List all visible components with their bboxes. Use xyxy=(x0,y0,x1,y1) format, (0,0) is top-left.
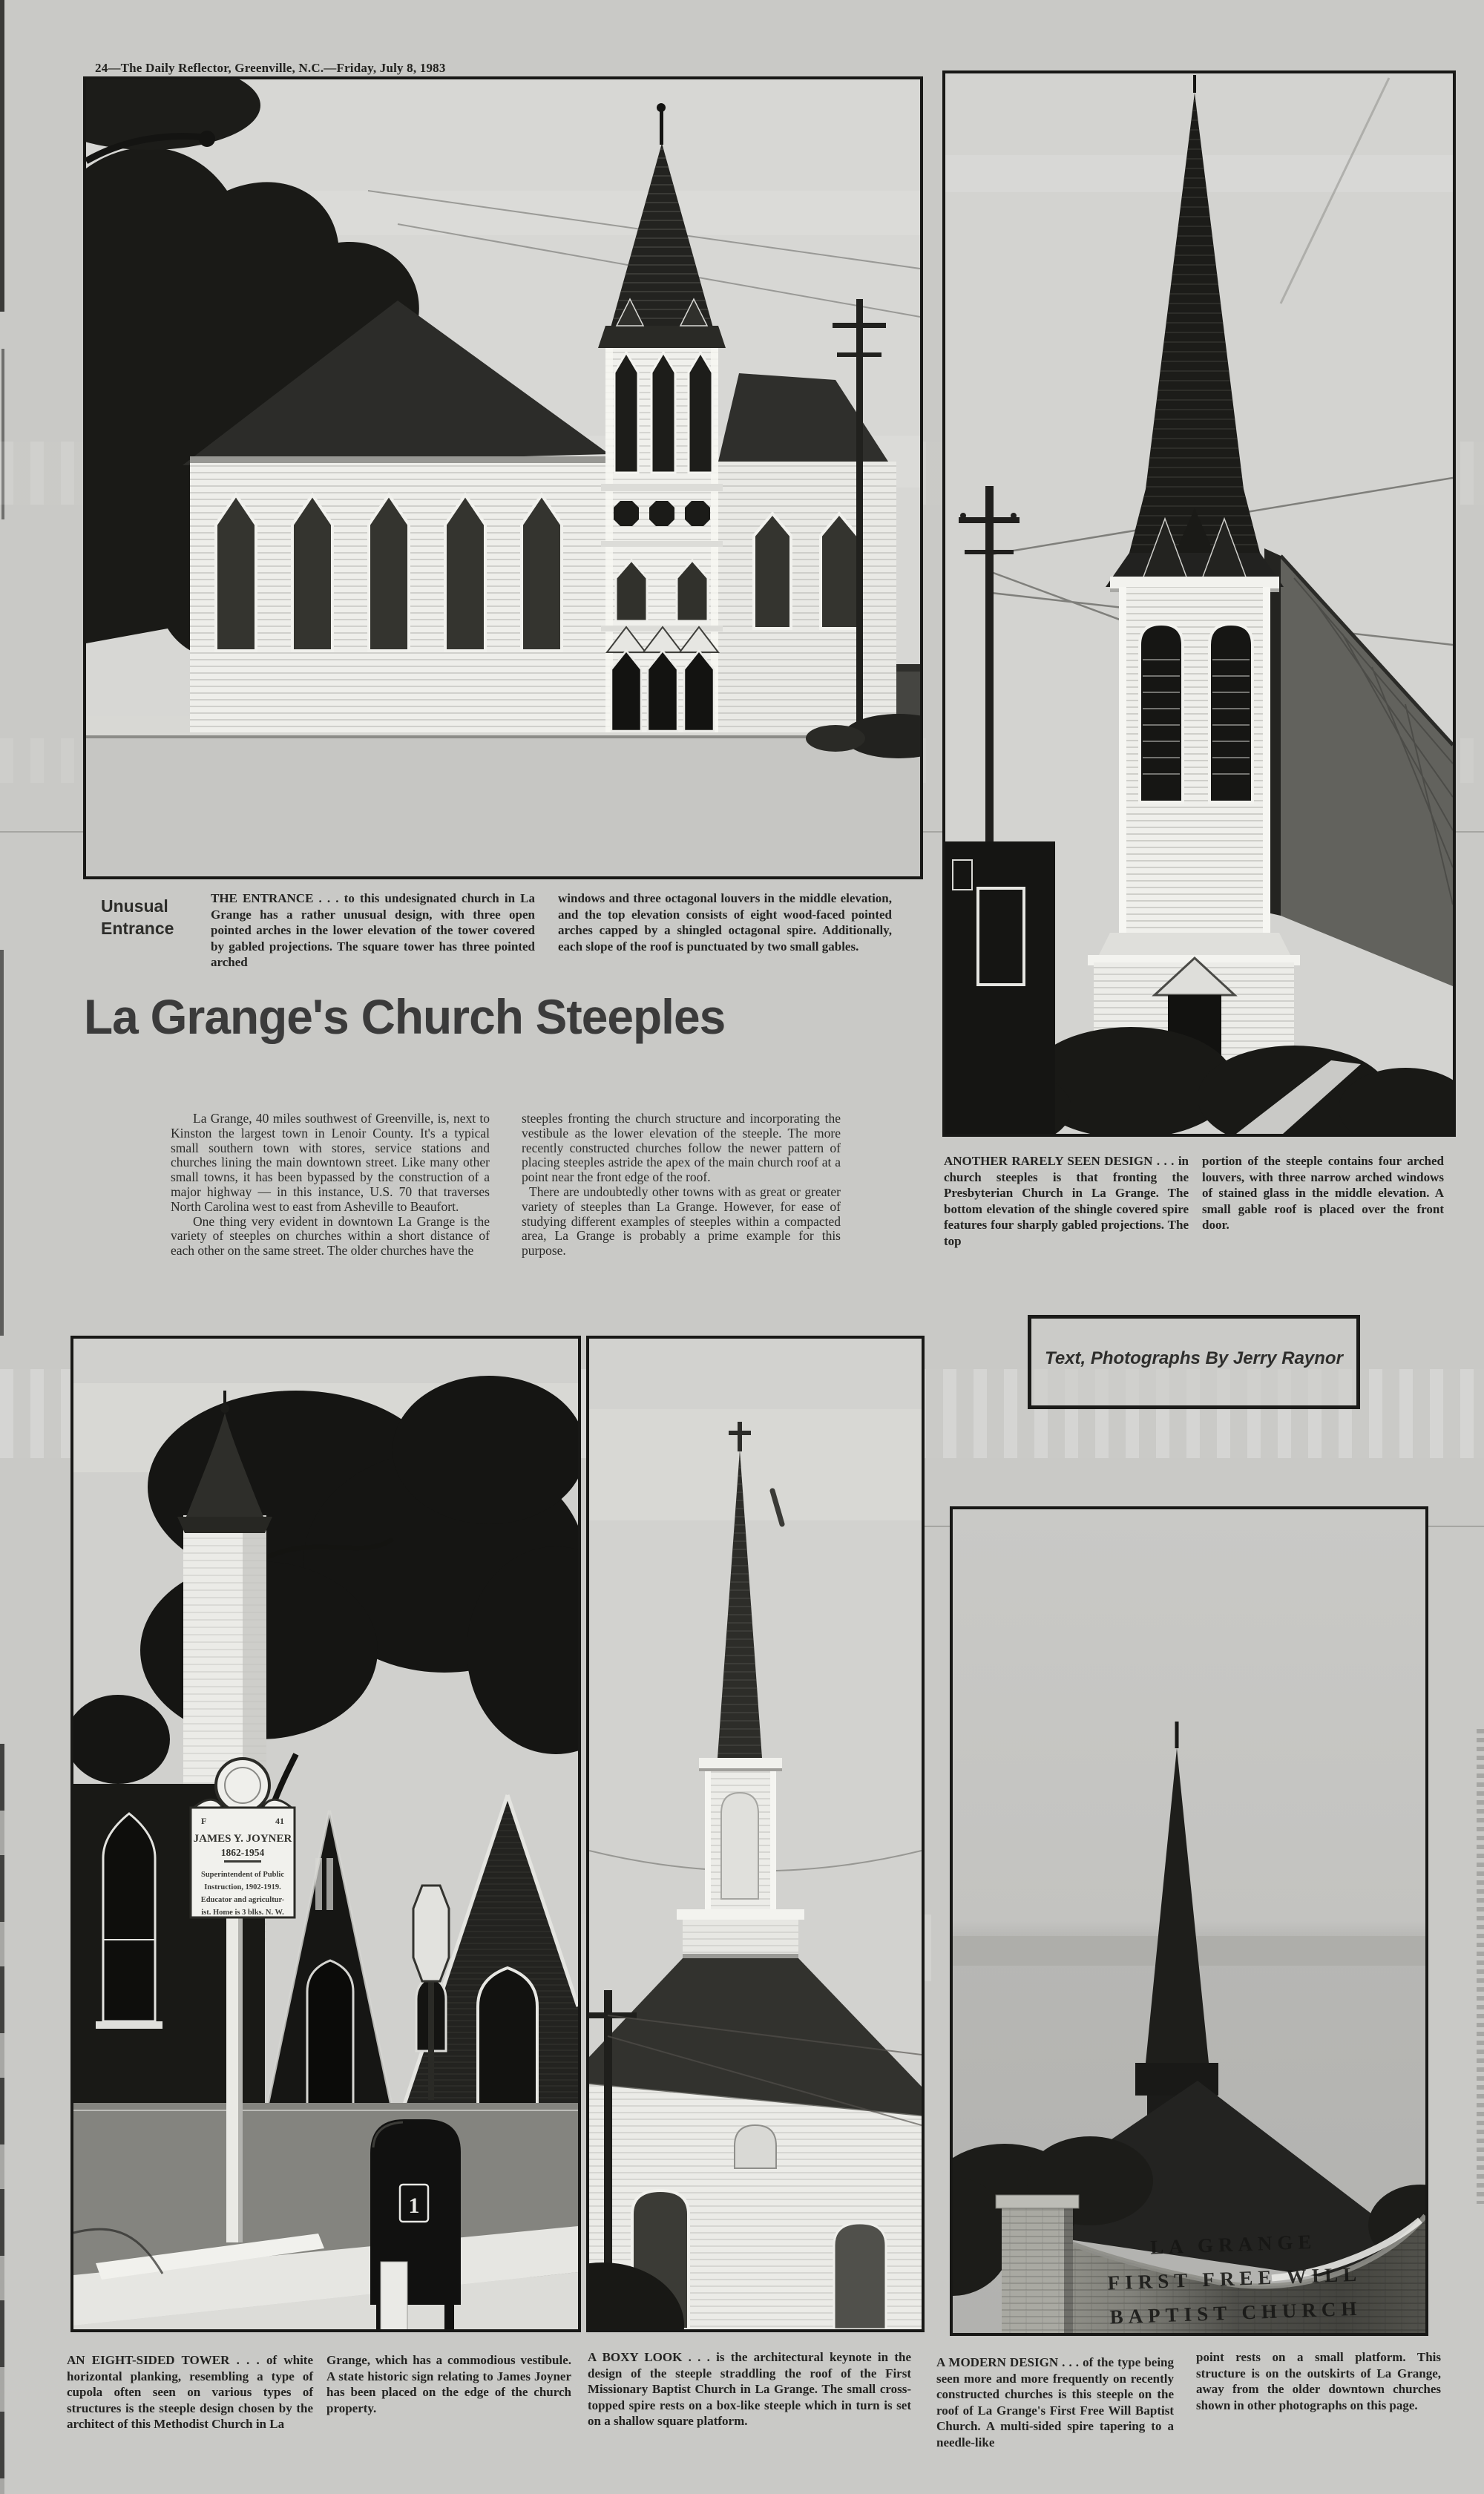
marker-text-line: Educator and agricultur- xyxy=(200,1896,285,1904)
article-column-2 xyxy=(522,1112,841,1259)
caption-label-line: Entrance xyxy=(101,919,174,938)
caption-eight-sided-col2: Grange, which has a commodious vestibule. A state historic sign relating to James Joyner has been placed on the edge of the church property. xyxy=(326,2353,571,2415)
mailbox xyxy=(370,2119,461,2329)
marker-text-line: ist. Home is 3 blks. N. W. xyxy=(201,1909,284,1917)
street xyxy=(86,738,920,876)
photo-methodist-eight-sided-tower xyxy=(70,1336,581,2332)
scan-edge-mark xyxy=(0,0,4,312)
caption-modern-col2: point rests on a small platform. This structure is on the outskirts of La Grange, away from the older downtown churches shown in other photographs on this page. xyxy=(1196,2350,1441,2412)
marker-text-line: Instruction, 1902-1919. xyxy=(204,1883,281,1891)
article-paragraph: La Grange, 40 miles southwest of Greenville, is, next to Kinston the largest town in Lenoir County. It's a typical small southern town with stores, service stations and churches lining the main downtown street. Like many other small towns, it has been bypassed by the construction of a major highway — in this instance, U.S. 70 that traverses North Carolina west to east from Asheville to Beaufort. xyxy=(171,1111,490,1214)
scan-edge-mark xyxy=(1,349,4,519)
caption-label-unusual-entrance xyxy=(101,895,212,939)
article-paragraph: steeples fronting the church structure and incorporating the vestibule as the lower elevation of the steeple. The more recently constructed churches follow the newer pattern of placing steeples astride the apex of the main church roof at a point near the front edge of the roof. xyxy=(522,1111,841,1185)
mailbox-digit: 1 xyxy=(408,2193,420,2218)
caption-boxy: A BOXY LOOK . . . is the architectural keynote in the design of the steeple straddling the roof of the First Missionary Baptist Church in La Grange. The small cross-topped spire rests on a box-like steeple which in turn is set on a shallow square platform. xyxy=(588,2350,911,2428)
marker-letter: F xyxy=(201,1816,207,1826)
steeple-platform xyxy=(677,1909,804,1958)
credit-box xyxy=(1028,1315,1360,1409)
caption-label-line: Unusual xyxy=(101,896,168,916)
wall-sign-line: BAPTIST CHURCH xyxy=(1109,2297,1362,2329)
scan-edge-mark xyxy=(0,1744,4,2494)
caption-rarely-seen-col1: ANOTHER RARELY SEEN DESIGN . . . in church steeples is that fronting the Presbyterian Church in La Grange. The bottom elevation of the shingle covered spire features four sharply gabled projections. The top xyxy=(944,1154,1189,1248)
page-headline: La Grange's Church Steeples xyxy=(84,989,726,1044)
caption-entrance-col1: THE ENTRANCE . . . to this undesignated church in La Grange has a rather unusual design, with three open pointed arches in the lower elevation of the tower covered by gabled projections. The square tower has three pointed arched xyxy=(211,891,535,969)
article-column-1 xyxy=(171,1112,490,1259)
caption-modern-col1: A MODERN DESIGN . . . of the type being seen more and more frequently on recently constructed churches is this steeple on the roof of La Grange's First Free Will Baptist Church. A multi-sided spire tapering to a needle-like xyxy=(936,2355,1174,2449)
wall-sign-line: FIRST FREE WILL xyxy=(1107,2262,1362,2294)
masthead-dateline: 24—The Daily Reflector, Greenville, N.C.—Friday, July 8, 1983 xyxy=(95,61,446,75)
steeple-middle-elevation xyxy=(1110,577,1279,933)
bush xyxy=(806,725,865,752)
caption-entrance-col2: windows and three octagonal louvers in the middle elevation, and the top elevation consists of eight wood-faced pointed arches capped by a shingled octagonal spire. Additionally, each slope of the roof is punctuated by two small gables. xyxy=(558,891,892,954)
steeple-photo-illustration xyxy=(945,73,1453,1134)
marker-number: 41 xyxy=(275,1816,284,1826)
article-paragraph: One thing very evident in downtown La Grange is the variety of steeples on churches within a short distance of each other on the same street. The older churches have the xyxy=(171,1213,490,1259)
photo-boxy-steeple xyxy=(586,1336,925,2332)
caption-rarely-seen-col2: portion of the steeple contains four arched louvers, with three narrow arched windows of stained glass in the middle elevation. A small gable roof is placed over the front door. xyxy=(1202,1154,1444,1232)
wall-sign-line: LA GRANGE xyxy=(1149,2230,1317,2259)
grounds xyxy=(73,2103,578,2329)
church-photo-illustration xyxy=(86,79,920,876)
marker-text-line: Superintendent of Public xyxy=(200,1871,285,1879)
photo-unusual-entrance-church xyxy=(83,76,923,879)
marker-years: 1862-1954 xyxy=(220,1847,265,1858)
article-paragraph: There are undoubtedly other towns with as great or greater variety of steeples than La Grange. However, for ease of studying different examples of steeples within a compacted area, La Grange is probably a prime example for this purpose. xyxy=(522,1184,841,1259)
photo-presbyterian-steeple xyxy=(942,70,1456,1137)
photo-modern-spire xyxy=(950,1506,1428,2336)
caption-eight-sided-col1: AN EIGHT-SIDED TOWER . . . of white horizontal planking, resembling a type of cupola often seen on various types of structures is the steeple design chosen by the architect of this Methodist Church in La xyxy=(67,2353,313,2431)
scan-edge-mark xyxy=(0,950,4,1336)
modern-photo-illustration xyxy=(953,1509,1425,2333)
scan-edge-mark xyxy=(1477,1729,1484,2204)
marker-title: JAMES Y. JOYNER xyxy=(193,1833,292,1845)
entrance-arches xyxy=(607,627,718,731)
dark-house xyxy=(945,841,1055,1134)
credit-byline: Text, Photographs By Jerry Raynor xyxy=(1045,1348,1343,1368)
box-steeple xyxy=(699,1758,782,1909)
methodist-photo-illustration xyxy=(73,1339,578,2329)
boxy-photo-illustration xyxy=(589,1339,922,2329)
